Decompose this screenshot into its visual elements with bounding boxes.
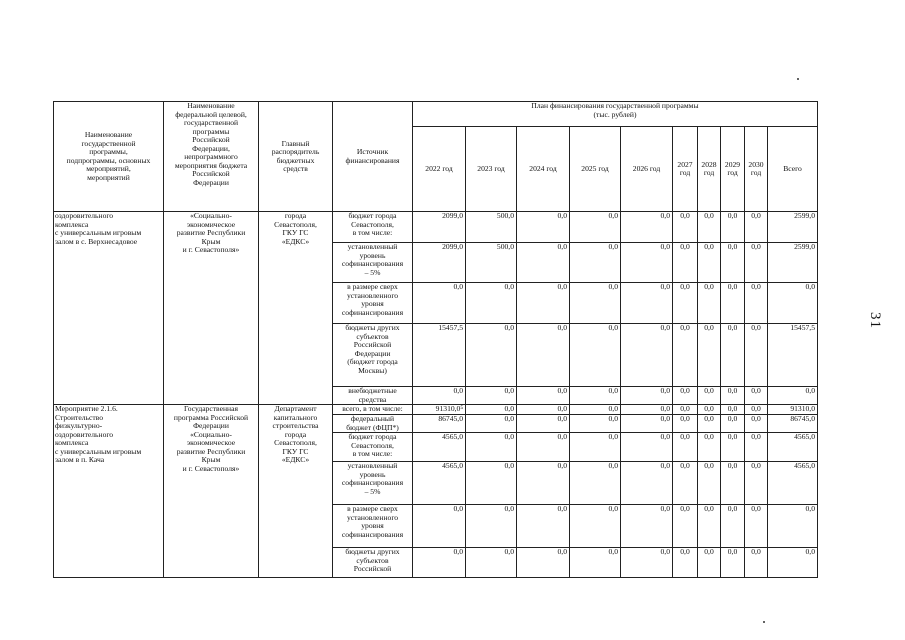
header-year: 2030 год — [745, 127, 768, 212]
row-name-cell: Мероприятие 2.1.6. Строительство физкультурно- оздоровительного комплекса с универсальным игровым залом в п. Кача — [54, 405, 164, 578]
row-name-cell: оздоровительного комплекса с универсальным игровым залом в с. Верхнесадовое — [54, 212, 164, 405]
header-year: 2026 год — [621, 127, 673, 212]
row-value-cell: 0,0 — [621, 415, 673, 433]
row-value-cell: 0,0 — [570, 415, 621, 433]
row-value-cell: 0,0 — [698, 548, 721, 578]
row-value-cell: 0,0 — [745, 243, 768, 283]
row-total-cell: 86745,0 — [768, 415, 818, 433]
row-value-cell: 0,0 — [745, 283, 768, 324]
row-value-cell: 2099,0 — [413, 243, 466, 283]
row-value-cell: 0,0 — [466, 283, 517, 324]
row-value-cell: 0,0 — [466, 505, 517, 548]
row-value-cell: 0,0 — [621, 462, 673, 505]
row-source-cell: установленный уровень софинансирования – 5% — [333, 243, 413, 283]
row-value-cell: 0,0 — [698, 462, 721, 505]
row-value-cell: 0,0 — [673, 283, 698, 324]
row-total-cell: 4565,0 — [768, 433, 818, 462]
row-value-cell: 0,0 — [698, 387, 721, 405]
row-value-cell: 0,0 — [698, 243, 721, 283]
page-number: 31 — [867, 312, 883, 329]
row-source-cell: бюджеты других субъектов Российской Федерации (бюджет города Москвы) — [333, 324, 413, 387]
row-value-cell: 0,0 — [621, 387, 673, 405]
header-year: 2029 год — [721, 127, 745, 212]
row-value-cell: 0,0 — [745, 387, 768, 405]
row-value-cell: 0,0 — [698, 283, 721, 324]
row-source-cell: федеральный бюджет (ФЦП*) — [333, 415, 413, 433]
row-value-cell: 0,0 — [721, 387, 745, 405]
row-value-cell: 0,0 — [721, 212, 745, 243]
row-value-cell: 0,0 — [517, 387, 570, 405]
row-value-cell: 0,0 — [673, 462, 698, 505]
row-value-cell: 0,0 — [673, 505, 698, 548]
row-value-cell: 0,0 — [621, 433, 673, 462]
row-value-cell: 0,0 — [570, 405, 621, 415]
row-total-cell: 0,0 — [768, 387, 818, 405]
row-value-cell: 0,0 — [517, 212, 570, 243]
row-value-cell: 0,0 — [621, 243, 673, 283]
row-value-cell: 0,0 — [517, 505, 570, 548]
table-row — [54, 405, 818, 415]
row-value-cell: 0,0 — [570, 548, 621, 578]
row-value-cell: 0,0 — [745, 548, 768, 578]
row-value-cell: 0,0 — [721, 548, 745, 578]
header-name: Наименование государственной программы, подпрограммы, основных мероприятий, мероприятий — [54, 102, 164, 212]
row-value-cell: 0,0 — [466, 405, 517, 415]
row-value-cell: 0,0 — [413, 548, 466, 578]
row-value-cell: 0,0 — [621, 505, 673, 548]
header-total: Всего — [768, 127, 818, 212]
scan-speck — [797, 78, 799, 80]
header-year: 2023 год — [466, 127, 517, 212]
row-value-cell: 0,0 — [517, 283, 570, 324]
row-value-cell: 0,0 — [673, 433, 698, 462]
row-value-cell: 0,0 — [673, 212, 698, 243]
row-value-cell: 0,0 — [673, 324, 698, 387]
row-value-cell: 15457,5 — [413, 324, 466, 387]
row-source-cell: установленный уровень софинансирования – 5% — [333, 462, 413, 505]
row-value-cell: 0,0 — [673, 548, 698, 578]
row-value-cell: 0,0 — [621, 548, 673, 578]
row-value-cell: 0,0 — [570, 212, 621, 243]
row-value-cell: 0,0 — [721, 405, 745, 415]
row-total-cell: 15457,5 — [768, 324, 818, 387]
row-value-cell: 0,0 — [466, 433, 517, 462]
row-value-cell: 0,0 — [570, 505, 621, 548]
row-total-cell: 0,0 — [768, 548, 818, 578]
row-value-cell: 0,0 — [745, 505, 768, 548]
row-value-cell: 500,0 — [466, 243, 517, 283]
row-source-cell: бюджеты других субъектов Российской — [333, 548, 413, 578]
row-value-cell: 0,0 — [466, 387, 517, 405]
row-source-cell: в размере сверх установленного уровня софинансирования — [333, 283, 413, 324]
row-value-cell: 0,0 — [570, 283, 621, 324]
header-year: 2025 год — [570, 127, 621, 212]
row-value-cell: 0,0 — [745, 415, 768, 433]
row-budget-manager-cell: Департамент капитального строительства города Севастополя, ГКУ ГС «ЕДКС» — [259, 405, 333, 578]
row-value-cell: 0,0 — [721, 243, 745, 283]
row-value-cell: 0,0 — [413, 505, 466, 548]
row-value-cell: 0,0 — [517, 462, 570, 505]
row-source-cell: бюджет города Севастополя, в том числе: — [333, 212, 413, 243]
row-value-cell: 0,0 — [721, 283, 745, 324]
row-total-cell: 0,0 — [768, 283, 818, 324]
row-value-cell: 0,0 — [698, 324, 721, 387]
row-value-cell: 0,0 — [673, 387, 698, 405]
row-value-cell: 0,0 — [466, 415, 517, 433]
table-body — [54, 212, 818, 578]
row-value-cell: 0,0 — [673, 243, 698, 283]
row-value-cell: 0,0 — [745, 433, 768, 462]
header-funding-source: Источник финансирования — [333, 102, 413, 212]
financing-table — [53, 101, 818, 578]
scan-speck — [763, 621, 765, 623]
row-total-cell: 4565,0 — [768, 462, 818, 505]
row-value-cell: 500,0 — [466, 212, 517, 243]
row-value-cell: 91310,0⁵ — [413, 405, 466, 415]
row-federal-program-cell: Государственная программа Российской Федерации «Социально- экономическое развитие Республики Крым и г. Севастополя» — [164, 405, 259, 578]
header-year: 2028 год — [698, 127, 721, 212]
row-value-cell: 0,0 — [745, 405, 768, 415]
row-value-cell: 0,0 — [517, 433, 570, 462]
row-federal-program-cell: «Социально- экономическое развитие Республики Крым и г. Севастополя» — [164, 212, 259, 405]
row-value-cell: 86745,0 — [413, 415, 466, 433]
row-value-cell: 0,0 — [721, 415, 745, 433]
row-value-cell: 0,0 — [721, 324, 745, 387]
row-value-cell: 0,0 — [698, 212, 721, 243]
row-total-cell: 91310,0 — [768, 405, 818, 415]
row-value-cell: 0,0 — [466, 324, 517, 387]
row-value-cell: 0,0 — [721, 433, 745, 462]
row-source-cell: бюджет города Севастополя, в том числе: — [333, 433, 413, 462]
row-value-cell: 0,0 — [413, 387, 466, 405]
row-value-cell: 4565,0 — [413, 433, 466, 462]
header-budget-manager: Главный распорядитель бюджетных средств — [259, 102, 333, 212]
row-value-cell: 0,0 — [517, 243, 570, 283]
row-value-cell: 0,0 — [621, 283, 673, 324]
row-value-cell: 0,0 — [698, 433, 721, 462]
header-year: 2022 год — [413, 127, 466, 212]
row-value-cell: 4565,0 — [413, 462, 466, 505]
row-value-cell: 0,0 — [621, 212, 673, 243]
row-value-cell: 0,0 — [570, 433, 621, 462]
row-value-cell: 0,0 — [621, 324, 673, 387]
row-total-cell: 2599,0 — [768, 212, 818, 243]
row-value-cell: 0,0 — [466, 548, 517, 578]
header-plan-title: План финансирования государственной программы (тыс. рублей) — [413, 102, 818, 127]
row-value-cell: 0,0 — [698, 415, 721, 433]
header-year: 2024 год — [517, 127, 570, 212]
row-value-cell: 0,0 — [517, 405, 570, 415]
row-value-cell: 0,0 — [673, 405, 698, 415]
header-federal-program: Наименование федеральной целевой, государственной программы Российской Федерации, непрограммного мероприятия бюджета Российской Федерации — [164, 102, 259, 212]
row-value-cell: 0,0 — [745, 324, 768, 387]
row-value-cell: 0,0 — [517, 324, 570, 387]
row-value-cell: 0,0 — [466, 462, 517, 505]
row-source-cell: внебюджетные средства — [333, 387, 413, 405]
table-row — [54, 212, 818, 243]
header-year: 2027 год — [673, 127, 698, 212]
row-value-cell: 0,0 — [721, 505, 745, 548]
row-value-cell: 0,0 — [745, 462, 768, 505]
row-source-cell: всего, в том числе: — [333, 405, 413, 415]
row-source-cell: в размере сверх установленного уровня софинансирования — [333, 505, 413, 548]
row-value-cell: 0,0 — [413, 283, 466, 324]
row-value-cell: 0,0 — [745, 212, 768, 243]
row-value-cell: 0,0 — [698, 405, 721, 415]
row-value-cell: 0,0 — [721, 462, 745, 505]
row-value-cell: 0,0 — [517, 548, 570, 578]
row-budget-manager-cell: города Севастополя, ГКУ ГС «ЕДКС» — [259, 212, 333, 405]
row-value-cell: 0,0 — [570, 387, 621, 405]
row-value-cell: 0,0 — [570, 243, 621, 283]
row-value-cell: 0,0 — [673, 415, 698, 433]
row-value-cell: 0,0 — [570, 324, 621, 387]
row-value-cell: 0,0 — [517, 415, 570, 433]
row-value-cell: 0,0 — [570, 462, 621, 505]
row-value-cell: 2099,0 — [413, 212, 466, 243]
row-value-cell: 0,0 — [698, 505, 721, 548]
row-value-cell: 0,0 — [621, 405, 673, 415]
row-total-cell: 2599,0 — [768, 243, 818, 283]
row-total-cell: 0,0 — [768, 505, 818, 548]
